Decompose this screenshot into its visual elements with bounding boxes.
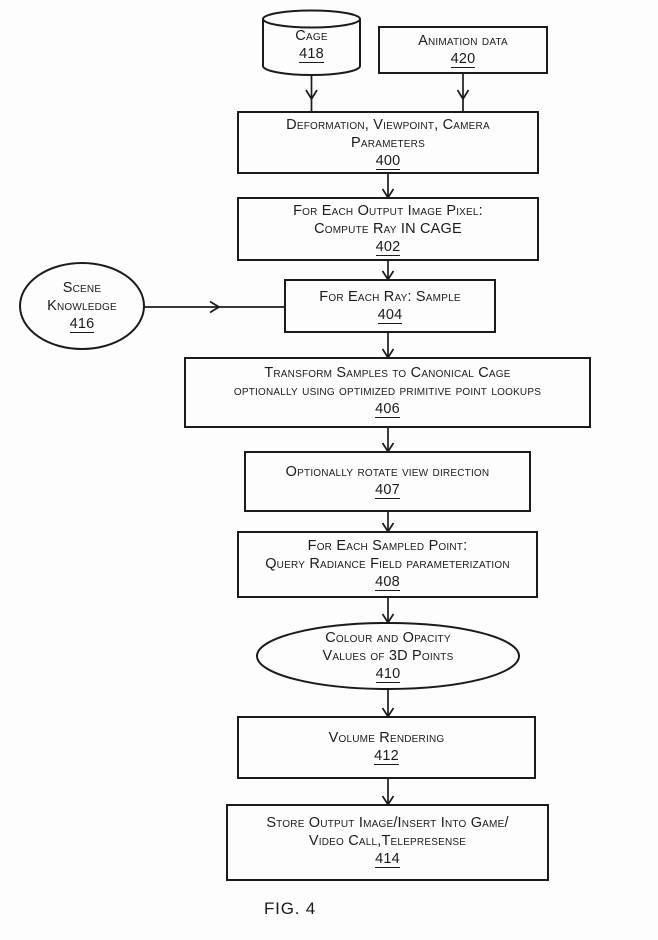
node-text: For Each Ray: Sample <box>319 289 461 305</box>
node-ref: 410 <box>375 666 401 682</box>
node-ref: 400 <box>375 153 401 169</box>
node-ref: 406 <box>375 401 400 417</box>
node-text: Cage <box>295 28 328 44</box>
arrow-408-to-410 <box>383 597 394 623</box>
node-rotate-view-label <box>245 463 530 499</box>
node-text: For Each Output Image Pixel: <box>293 203 483 219</box>
node-text: Optionally rotate view direction <box>285 464 490 480</box>
node-text: Video Call,Telepresense <box>308 833 467 849</box>
node-text: Values of 3D Points <box>322 648 454 664</box>
node-text: Knowledge <box>47 298 117 314</box>
figure-caption: FIG. 4 <box>264 899 317 918</box>
node-volume-rendering-label <box>238 729 535 765</box>
arrow-420-to-400 <box>458 73 469 112</box>
node-animation-data-label <box>379 32 547 68</box>
node-text: optionally using optimized primitive point lookups <box>233 383 542 399</box>
node-text: Volume Rendering <box>328 730 445 746</box>
node-colour-opacity-label <box>257 629 519 683</box>
arrow-cage-to-400 <box>306 75 317 112</box>
node-ref: 418 <box>299 46 324 62</box>
node-text: Scene <box>62 280 102 296</box>
node-parameters-label <box>238 116 538 170</box>
node-scene-knowledge-label <box>20 279 144 333</box>
arrow-402-to-404 <box>383 260 394 280</box>
node-text: Store Output Image/Insert Into Game/ <box>266 815 509 831</box>
arrow-412-to-414 <box>383 778 394 805</box>
arrow-400-to-402 <box>383 173 394 198</box>
arrow-407-to-408 <box>383 511 394 532</box>
node-text: Compute Ray IN CAGE <box>314 221 462 237</box>
arrow-404-to-406 <box>383 332 394 358</box>
node-transform-label <box>185 364 590 418</box>
arrow-410-to-412 <box>383 689 394 717</box>
node-ref: 408 <box>375 574 400 590</box>
node-sample-label <box>285 288 495 324</box>
node-text: Deformation, Viewpoint, Camera <box>286 117 490 133</box>
node-store-output-label <box>227 814 548 868</box>
node-text: Transform Samples to Canonical Cage <box>264 365 511 381</box>
node-ref: 420 <box>450 51 476 67</box>
node-query-field-label <box>238 537 537 591</box>
node-text: Colour and Opacity <box>325 630 451 646</box>
node-text: Query Radiance Field parameterization <box>265 556 510 572</box>
node-ref: 416 <box>69 316 95 332</box>
arrow-416-to-404 <box>144 302 285 313</box>
node-ref: 404 <box>377 307 403 323</box>
node-text: Parameters <box>351 135 425 151</box>
node-ref: 412 <box>374 748 399 764</box>
node-cage-label <box>263 27 360 63</box>
node-text: Animation data <box>418 33 508 49</box>
node-text: For Each Sampled Point: <box>307 538 468 554</box>
node-ref: 407 <box>375 482 400 498</box>
node-compute-ray-label <box>238 202 538 256</box>
node-ref: 414 <box>375 851 400 867</box>
arrow-406-to-407 <box>383 427 394 452</box>
node-ref: 402 <box>375 239 401 255</box>
